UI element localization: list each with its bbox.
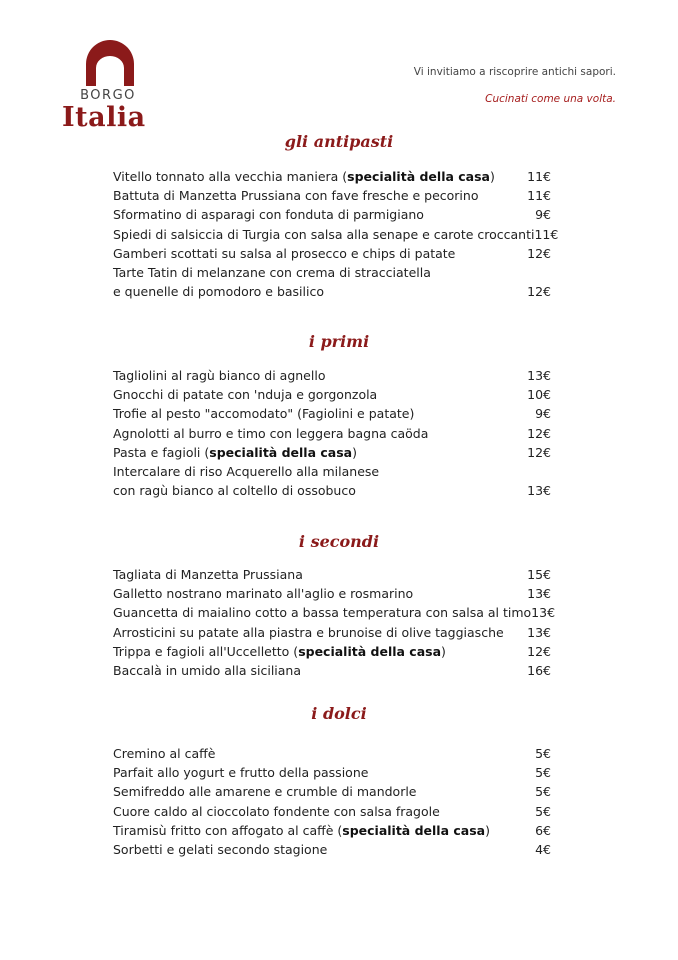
menu-item-name <box>113 763 368 782</box>
menu-item-text-end: ) <box>485 822 490 838</box>
menu-item <box>113 623 551 642</box>
menu-item-text-end: ) <box>352 444 357 460</box>
menu-item <box>113 205 551 224</box>
menu-item-name <box>113 802 440 821</box>
menu-item <box>113 481 551 500</box>
menu-item-name <box>113 225 534 244</box>
menu-item <box>113 244 551 263</box>
specialty-label: specialità della casa <box>298 643 442 659</box>
menu-list-dolci <box>113 744 551 859</box>
menu-item <box>113 642 551 661</box>
section-title-secondi: i secondi <box>298 532 380 551</box>
menu-item-price: 10€ <box>527 387 551 403</box>
menu-item-name <box>113 205 424 224</box>
menu-item-name <box>113 424 428 443</box>
menu-item-text: Cuore caldo al cioccolato fondente con salsa fragole <box>113 803 440 819</box>
menu-item-text: Spiedi di salsiccia di Turgia con salsa alla senape e carote croccanti <box>113 226 535 242</box>
menu-item-text: Tarte Tatin di melanzane con crema di stracciatella <box>113 265 431 281</box>
menu-item <box>113 443 551 462</box>
menu-item-price: 11€ <box>527 188 551 204</box>
menu-item-text: Vitello tonnato alla vecchia maniera ( <box>113 169 348 184</box>
menu-item-price: 9€ <box>535 406 551 422</box>
brand-name: Italia <box>62 102 146 133</box>
menu-item-name <box>113 603 531 622</box>
menu-item-price: 13€ <box>527 586 551 602</box>
menu-item-text: Cremino al caffè <box>113 746 216 761</box>
menu-item <box>113 282 551 301</box>
menu-item-price: 13€ <box>527 483 551 499</box>
menu-item <box>113 225 559 244</box>
tagline-line2: Cucinati come una volta. <box>485 93 616 105</box>
menu-item-price: 5€ <box>535 765 551 781</box>
menu-item-text: Galletto nostrano marinato all'aglio e rosmarino <box>113 586 414 602</box>
menu-item-price: 5€ <box>535 784 551 800</box>
menu-item-price: 12€ <box>527 425 551 441</box>
menu-item-name <box>113 385 377 404</box>
menu-item-text: Parfait allo yogurt e frutto della passione <box>113 765 369 781</box>
menu-item-name <box>113 244 455 263</box>
section-title-primi: i primi <box>308 332 370 351</box>
menu-item <box>113 565 551 584</box>
menu-item-name <box>113 462 379 481</box>
menu-item-name <box>113 565 303 584</box>
menu-item-price: 12€ <box>527 444 551 460</box>
brand-logo <box>62 38 158 138</box>
menu-item-price: 12€ <box>527 643 551 659</box>
specialty-label: specialità della casa <box>347 169 490 184</box>
brand-top: BORGO <box>80 88 136 103</box>
menu-item <box>113 603 556 622</box>
dome-icon <box>84 38 136 88</box>
menu-item-text: Agnolotti al burro e timo con leggera bagna caöda <box>113 425 429 441</box>
menu-item <box>113 744 551 763</box>
menu-item <box>113 263 551 282</box>
menu-item-text: Intercalare di riso Acquerello alla milanese <box>113 464 380 480</box>
menu-item-name <box>113 481 356 500</box>
menu-item <box>113 186 551 205</box>
specialty-label: specialità della casa <box>209 444 353 460</box>
menu-list-secondi <box>113 565 556 680</box>
menu-item <box>113 462 551 481</box>
menu-item-text: Sorbetti e gelati secondo stagione <box>113 842 328 858</box>
menu-item-text: Battuta di Manzetta Prussiana con fave fresche e pecorino <box>113 188 479 204</box>
menu-item-name <box>113 186 478 205</box>
menu-item-name <box>113 282 324 301</box>
menu-item <box>113 366 551 385</box>
menu-item-price: 13€ <box>527 368 551 383</box>
menu-item-price: 11€ <box>527 169 551 184</box>
menu-item-name <box>113 167 495 186</box>
menu-item-text: Gnocchi di patate con 'nduja e gorgonzola <box>113 387 378 403</box>
menu-item-price: 11€ <box>534 226 559 242</box>
menu-item-name <box>113 443 357 462</box>
menu-item-text: Gamberi scottati su salsa al prosecco e chips di patate <box>113 245 456 261</box>
menu-item-text: Guancetta di maialino cotto a bassa temperatura con salsa al timo <box>113 605 532 621</box>
menu-item <box>113 167 551 186</box>
menu-item <box>113 385 551 404</box>
menu-item-text: Semifreddo alle amarene e crumble di mandorle <box>113 784 417 800</box>
menu-item-name <box>113 584 413 603</box>
menu-item-name <box>113 782 417 801</box>
menu-item-price: 13€ <box>527 624 551 640</box>
menu-item-name <box>113 744 215 763</box>
menu-item-price: 13€ <box>531 605 556 621</box>
menu-item-text-end: ) <box>490 169 495 184</box>
menu-item-text: Sformatino di asparagi con fonduta di parmigiano <box>113 207 424 223</box>
menu-list-antipasti <box>113 167 559 301</box>
menu-item-name <box>113 661 301 680</box>
tagline <box>414 66 616 105</box>
menu-item <box>113 782 551 801</box>
section-title-antipasti: gli antipasti <box>284 132 394 151</box>
menu-item-price: 16€ <box>527 663 551 679</box>
menu-item-name <box>113 404 414 423</box>
menu-item <box>113 840 551 859</box>
menu-item-price: 5€ <box>535 803 551 819</box>
tagline-line1: Vi invitiamo a riscoprire antichi sapori. <box>413 66 616 78</box>
menu-item-price: 12€ <box>527 284 551 300</box>
section-title-dolci: i dolci <box>311 704 367 723</box>
menu-item-name <box>113 263 431 282</box>
menu-item <box>113 584 551 603</box>
menu-item-price: 12€ <box>527 245 551 261</box>
menu-item-text: Tagliata di Manzetta Prussiana <box>113 567 303 582</box>
menu-item-text: Baccalà in umido alla siciliana <box>113 663 302 679</box>
menu-item-text: con ragù bianco al coltello di ossobuco <box>113 483 356 499</box>
menu-list-primi <box>113 366 551 500</box>
menu-item-name <box>113 366 325 385</box>
menu-item <box>113 763 551 782</box>
menu-item <box>113 802 551 821</box>
menu-item-text: Trippa e fagioli all'Uccelletto ( <box>113 643 299 659</box>
menu-item-name <box>113 642 446 661</box>
specialty-label: specialità della casa <box>342 822 486 838</box>
menu-item-price: 6€ <box>535 822 551 838</box>
menu-item <box>113 404 551 423</box>
menu-item-text: Tagliolini al ragù bianco di agnello <box>113 368 326 383</box>
menu-item <box>113 661 551 680</box>
menu-item-text: Trofie al pesto "accomodato" (Fagiolini e patate) <box>113 406 415 422</box>
menu-item <box>113 424 551 443</box>
menu-item-text: Pasta e fagioli ( <box>113 444 210 460</box>
menu-item-price: 4€ <box>535 842 551 858</box>
menu-item-text: Arrosticini su patate alla piastra e brunoise di olive taggiasche <box>113 624 504 640</box>
menu-item-name <box>113 623 504 642</box>
menu-item-price: 9€ <box>535 207 551 223</box>
menu-item-price: 5€ <box>535 746 551 761</box>
menu-item-text: Tiramisù fritto con affogato al caffè ( <box>113 822 343 838</box>
menu-item <box>113 821 551 840</box>
menu-item-text: e quenelle di pomodoro e basilico <box>113 284 324 300</box>
menu-item-price: 15€ <box>527 567 551 582</box>
menu-item-name <box>113 840 327 859</box>
menu-item-text-end: ) <box>441 643 446 659</box>
menu-item-name <box>113 821 490 840</box>
